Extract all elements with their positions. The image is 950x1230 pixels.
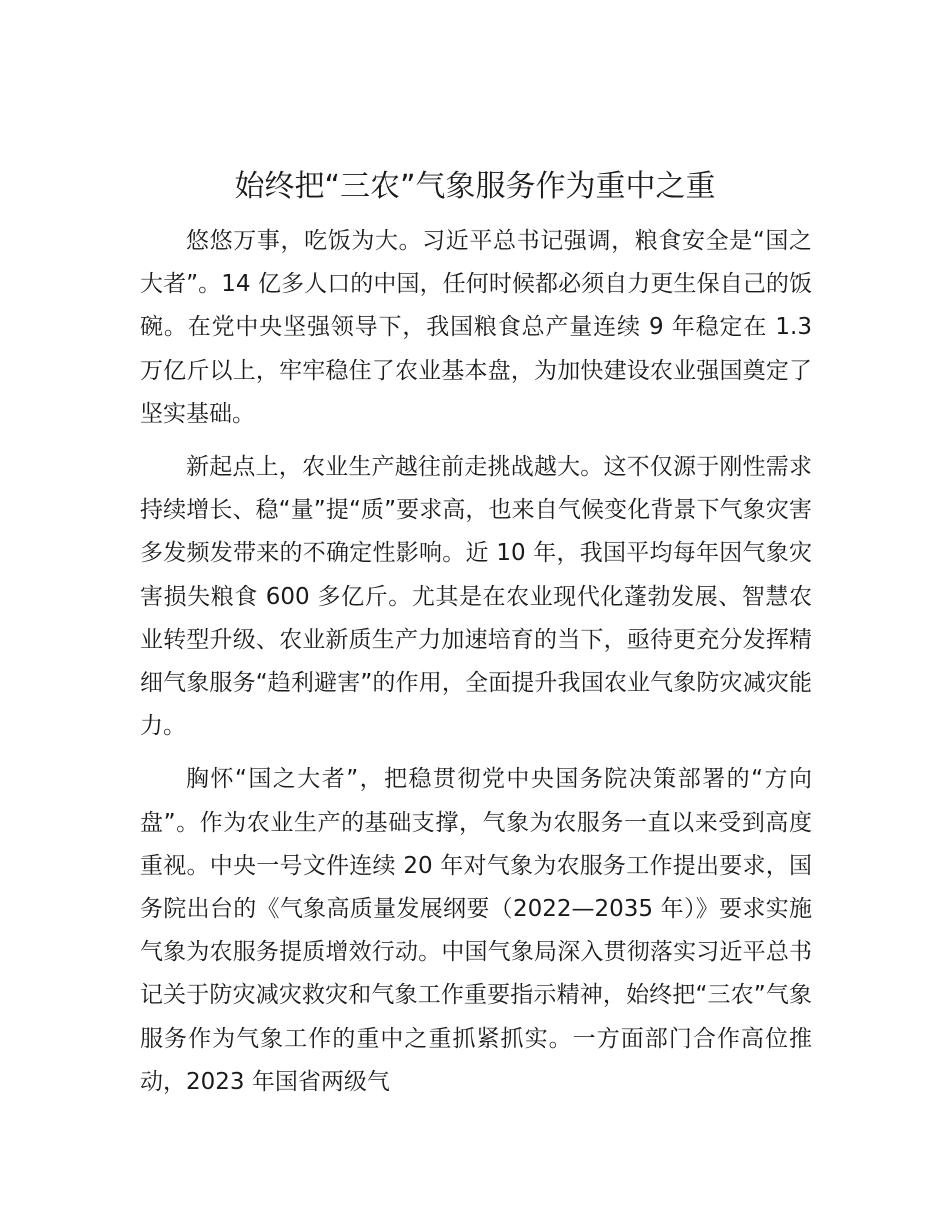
paragraph-2: 新起点上，农业生产越往前走挑战越大。这不仅源于刚性需求持续增长、稳“量”提“质”要求高，也来自气候变化背景下气象灾害多发频发带来的不确定性影响。近 10 年，我国平均每年因气象灾害损失粮食 600 多亿斤。尤其是在农业现代化蓬勃发展、智慧农业转型升级、农业新质生产力加速培育的当下，亟待更充分发挥精细气象服务“趋利避害”的作用，全面提升我国农业气象防灾减灾能力。 [140, 454, 812, 740]
document-body [140, 220, 812, 1114]
paragraph-1: 悠悠万事，吃饭为大。习近平总书记强调，粮食安全是“国之大者”。14 亿多人口的中国，任何时候都必须自力更生保自己的饭碗。在党中央坚强领导下，我国粮食总产量连续 9 年稳定在 1.3 万亿斤以上，牢牢稳住了农业基本盘，为加快建设农业强国奠定了坚实基础。 [140, 228, 812, 427]
paragraph-3: 胸怀“国之大者”，把稳贯彻党中央国务院决策部署的“方向盘”。作为农业生产的基础支撑，气象为农服务一直以来受到高度重视。中央一号文件连续 20 年对气象为农服务工作提出要求，国务院出台的《气象高质量发展纲要（2022—2035 年）》要求实施气象为农服务提质增效行动。中国气象局深入贯彻落实习近平总书记关于防灾减灾救灾和气象工作重要指示精神，始终把“三农”气象服务作为气象工作的重中之重抓紧抓实。一方面部门合作高位推动，2023 年国省两级气 [140, 766, 812, 1095]
document-title: 始终把“三农”气象服务作为重中之重 [234, 169, 716, 204]
